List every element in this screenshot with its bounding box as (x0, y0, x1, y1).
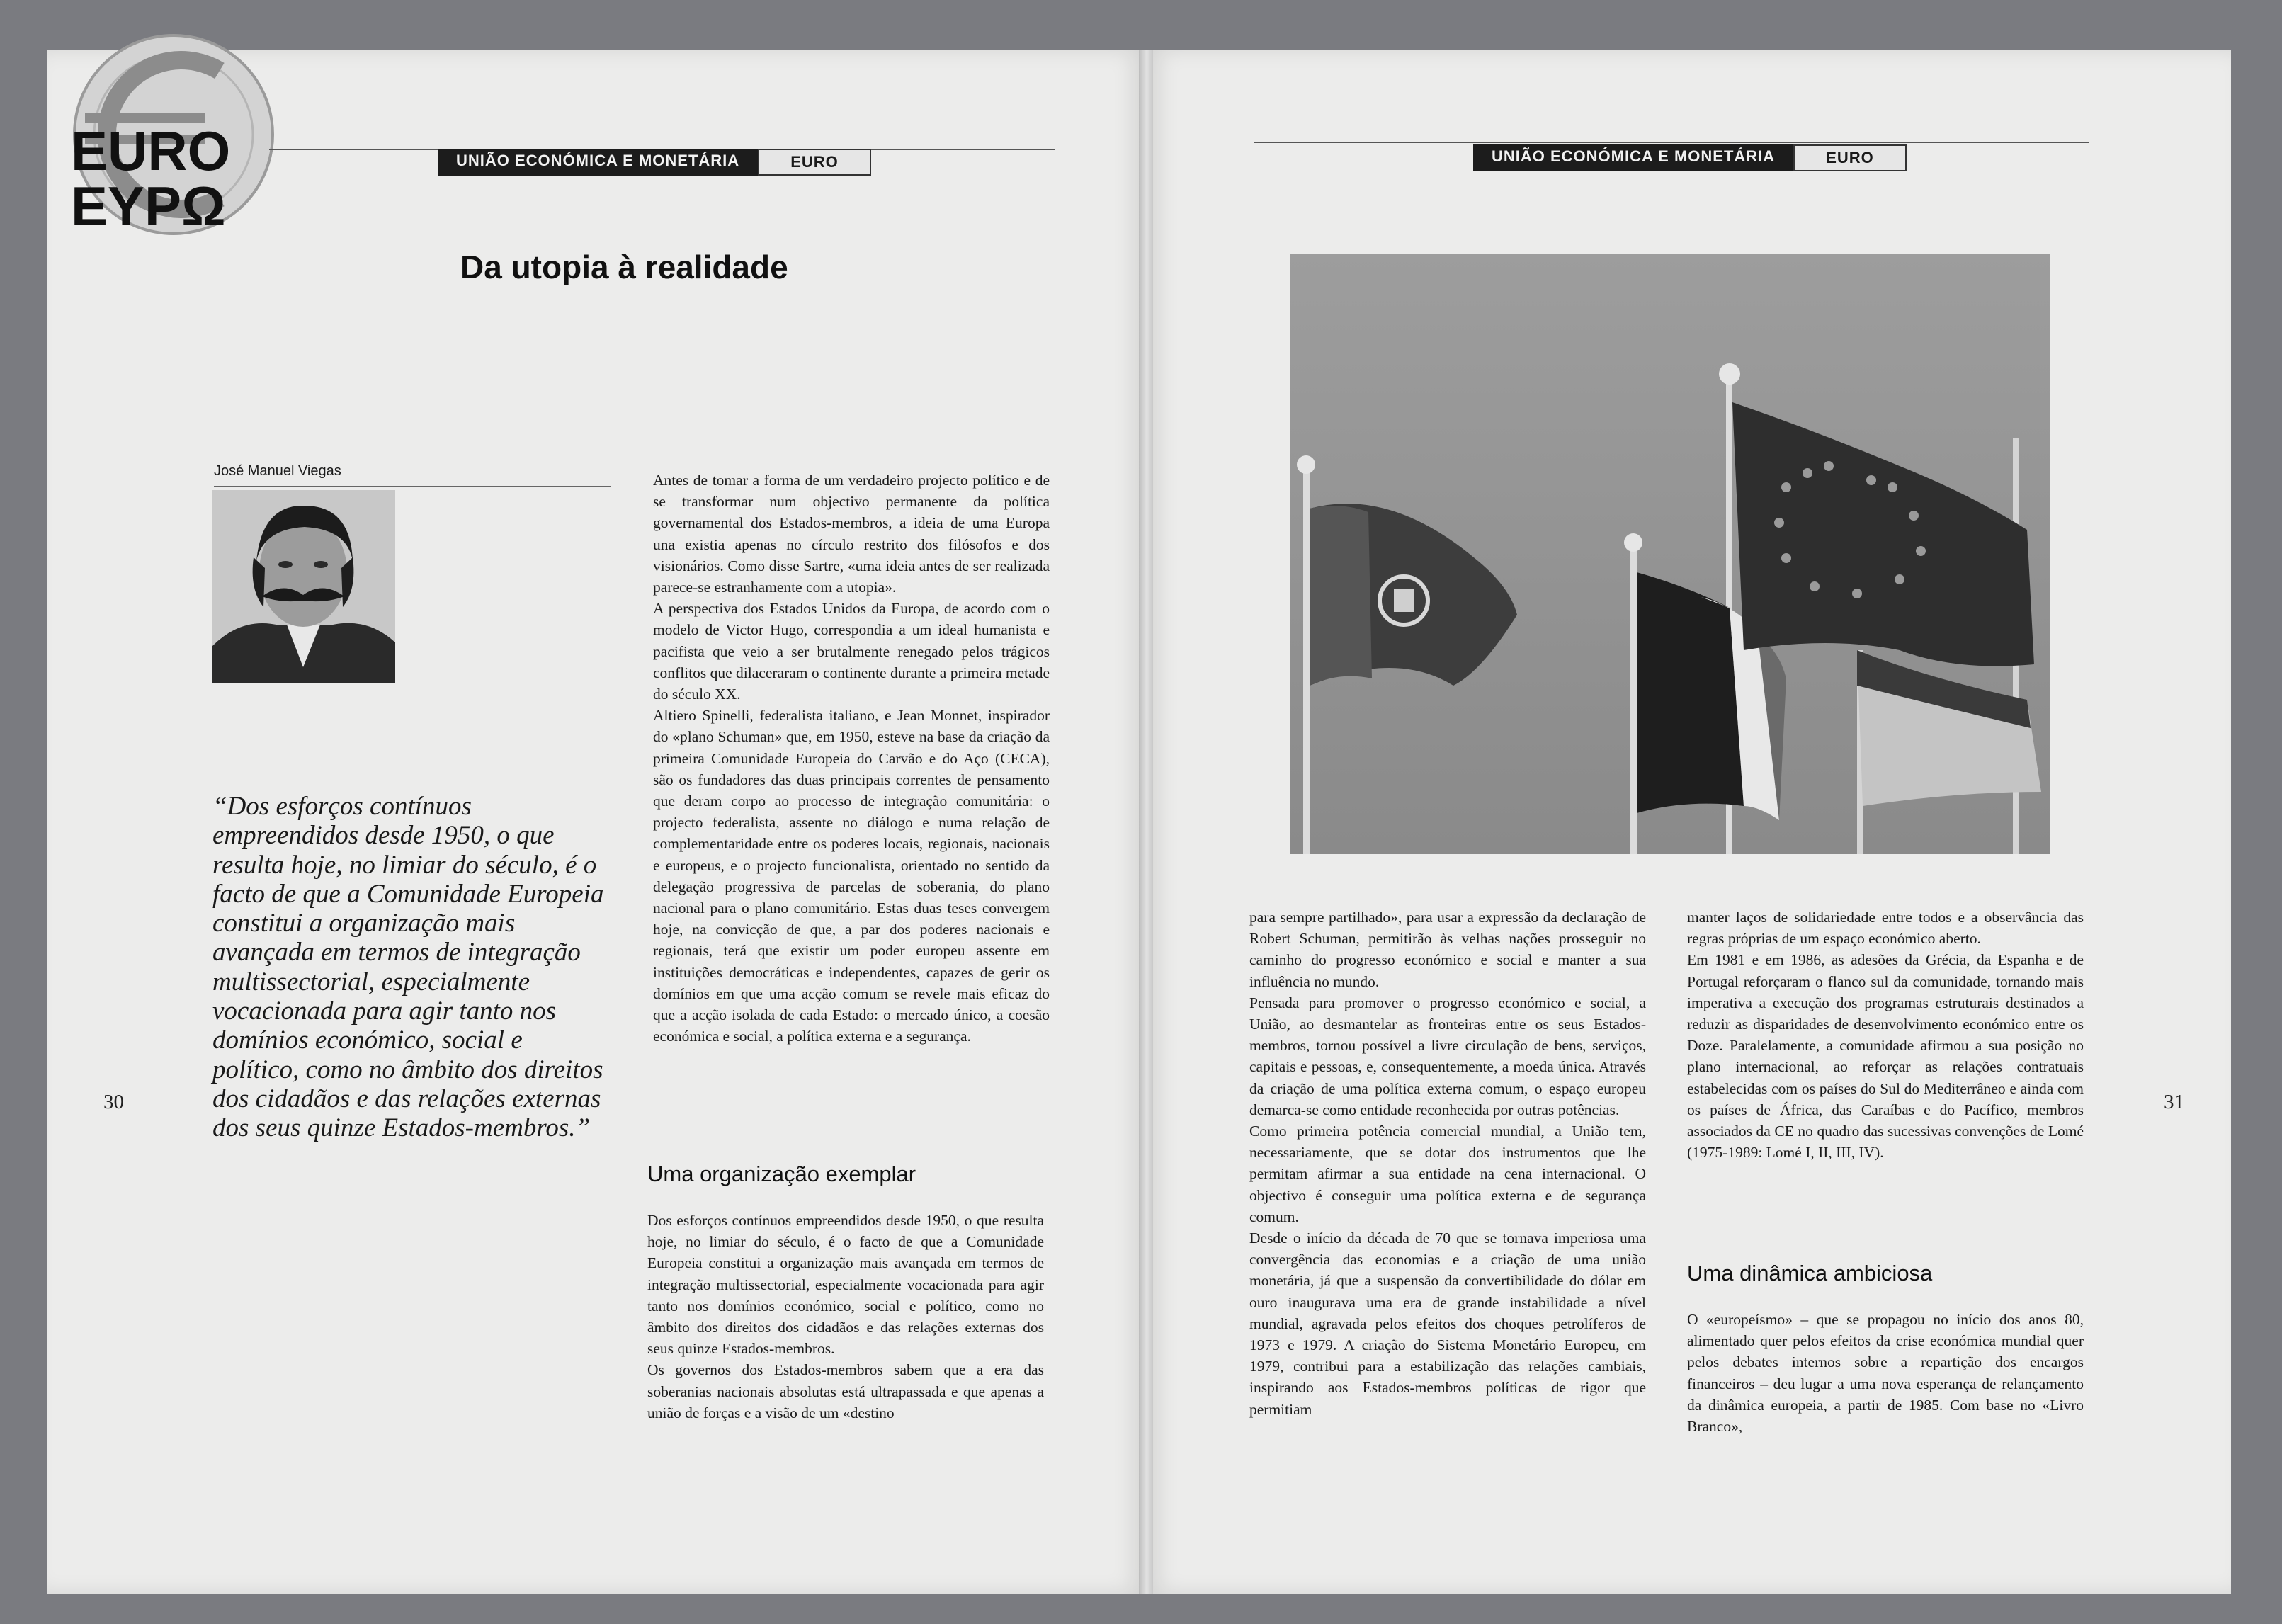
right-header-rule (1254, 142, 2089, 143)
paragraph: Como primeira potência comercial mundial, a União tem, necessariamente, que se dotar dos instrumentos que lhe permitam afirmar a sua entidade na cena internacional. O objectivo é conseguir uma política externa e de segurança comum. (1249, 1123, 1646, 1225)
page-number-left: 30 (103, 1091, 124, 1113)
section-tag: EURO (758, 149, 871, 176)
logo-line1: EURO (71, 120, 231, 182)
author-name: José Manuel Viegas (214, 463, 341, 479)
author-photo (212, 490, 395, 683)
paragraph: Altiero Spinelli, federalista italiano, e Jean Monnet, inspirador do «plano Schuman» que, em 1950, esteve na base da criação da primeira Comunidade Europeia do Carvão e do Aço (CECA), são os fundadores das duas principais correntes de pensamento que deram corpo ao processo de integração comunitária: o projecto federalista, assente no diálogo e numa relação de complementaridade entre os poderes locais, regionais, nacionais e europeus, e o projecto funcionalista, orientado no sentido da delegação progressiva de parcelas de soberania, do plano nacional para o plano comunitário. Estas duas teses convergem hoje, na convicção de que, a par dos poderes nacionais e regionais, terá que existir um poder europeu assente em instituições democráticas e independentes, capazes de gerir os domínios em que uma acção comum se revele mais eficaz do que a acção isolada de cada Estado: o mercado único, a coesão económica e social, a política externa e a segurança. (653, 707, 1050, 1045)
paragraph: Antes de tomar a forma de um verdadeiro projecto político e de se transformar num objectivo permanente da política governamental dos Estados-membros, a ideia de uma Europa una existia apenas no círculo restrito dos filósofos e dos visionários. Como disse Sartre, «uma ideia antes de ser realizada parece-se estranhamente com a utopia». (653, 472, 1050, 596)
flags-photo (1290, 254, 2050, 854)
section-label: UNIÃO ECONÓMICA E MONETÁRIA (438, 149, 758, 176)
euro-logo (42, 28, 276, 241)
logo-line2: EYPΩ (71, 175, 226, 237)
paragraph: Em 1981 e em 1986, as adesões da Grécia, da Espanha e de Portugal reforçaram o flanco sul da comunidade, tornando mais imperativa a execução dos programas estruturais destinados a reduzir as disparidades de desenvolvimento económico entre os Doze. Paralelamente, a comunidade afirmou a sua posição no plano internacional, ao reforçar as relações contratuais estabelecidas com os países do Sul do Mediterrâneo e ainda com os países de África, das Caraíbas e do Pacífico, membros associados da CE no quadro das sucessivas convenções de Lomé (1975-1989: Lomé I, II, III, IV). (1687, 951, 2084, 1162)
pull-quote: “Dos esforços contínuos empreendidos desde 1950, o que resulta hoje, no limiar do século, é o facto de que a Comunidade Europeia constitui a organização mais avançada em termos de integração multissectorial, especialmente vocacionada para agir tanto nos domínios económico, social e político, como no âmbito dos direitos dos cidadãos e das relações externas dos seus quinze Estados-membros.” (212, 792, 604, 1143)
subheading-organizacao: Uma organização exemplar (647, 1162, 916, 1186)
paragraph: manter laços de solidariedade entre todos e a observância das regras próprias de um espaço económico aberto. (1687, 909, 2084, 948)
article-title: Da utopia à realidade (460, 249, 788, 285)
paragraph: O «europeísmo» – que se propagou no início dos anos 80, alimentado quer pelos efeitos da crise económica mundial quer pelos debates internos sobre a repartição dos encargos financeiros – deu lugar a uma nova esperança de relançamento da dinâmica europeia, a partir de 1985. Com base no «Livro Branco», (1687, 1311, 2084, 1436)
author-divider (214, 486, 611, 487)
paragraph: A perspectiva dos Estados Unidos da Europa, de acordo com o modelo de Victor Hugo, correspondia a um ideal humanista e pacifista que veio a ser brutalmente renegado pelos trágicos conflitos que dilaceraram o continente durante a primeira metade do século XX. (653, 600, 1050, 703)
book-gutter (1139, 50, 1153, 1594)
right-column-c (1687, 1309, 2084, 1437)
page-number-right: 31 (2164, 1091, 2184, 1113)
section-tag: EURO (1793, 144, 1907, 171)
subheading-dinamica: Uma dinâmica ambiciosa (1687, 1261, 1933, 1285)
paragraph: Dos esforços contínuos empreendidos desde 1950, o que resulta hoje, no limiar do século, é o facto de que a Comunidade Europeia constitui a organização mais avançada em termos de integração multissectorial, especialmente vocacionada para agir tanto nos domínios económico, social e político, como no âmbito dos direitos dos cidadãos e das relações externas dos seus quinze Estados-membros. (647, 1212, 1044, 1358)
right-section-header (1473, 144, 1907, 171)
right-column-b (1687, 907, 2084, 1163)
right-column-a (1249, 907, 1646, 1420)
paragraph: Desde o início da década de 70 que se tornava imperiosa uma convergência das economias e a criação de uma união monetária, já que a suspensão da convertibilidade do dólar em ouro inaugurava uma era de grande instabilidade a nível mundial, agravada pelos efeitos dos choques petrolíferos de 1973 e 1979. A criação do Sistema Monetário Europeu, em 1979, contribui para a estabilização das relações cambiais, inspirando aos Estados-membros políticas de rigor que permitiam (1249, 1230, 1646, 1418)
left-column-intro (653, 470, 1050, 1047)
paragraph: para sempre partilhado», para usar a expressão da declaração de Robert Schuman, permitirão às velhas nações prosseguir no caminho do progresso económico e social e manter a sua influência no mundo. (1249, 909, 1646, 990)
paragraph: Pensada para promover o progresso económico e social, a União, ao desmantelar as fronteiras entre os seus Estados-membros, tornou possível a livre circulação de bens, serviços, capitais e pessoas, e, consequentemente, a moeda única. Através da criação de uma política externa comum, o espaço europeu demarca-se como entidade reconhecida por outras potências. (1249, 994, 1646, 1118)
left-section-header (438, 149, 871, 176)
left-column-body (647, 1210, 1044, 1424)
paragraph: Os governos dos Estados-membros sabem que a era das soberanias nacionais absolutas está ultrapassada e que apenas a união de forças e a visão de um «destino (647, 1361, 1044, 1421)
section-label: UNIÃO ECONÓMICA E MONETÁRIA (1473, 144, 1793, 171)
